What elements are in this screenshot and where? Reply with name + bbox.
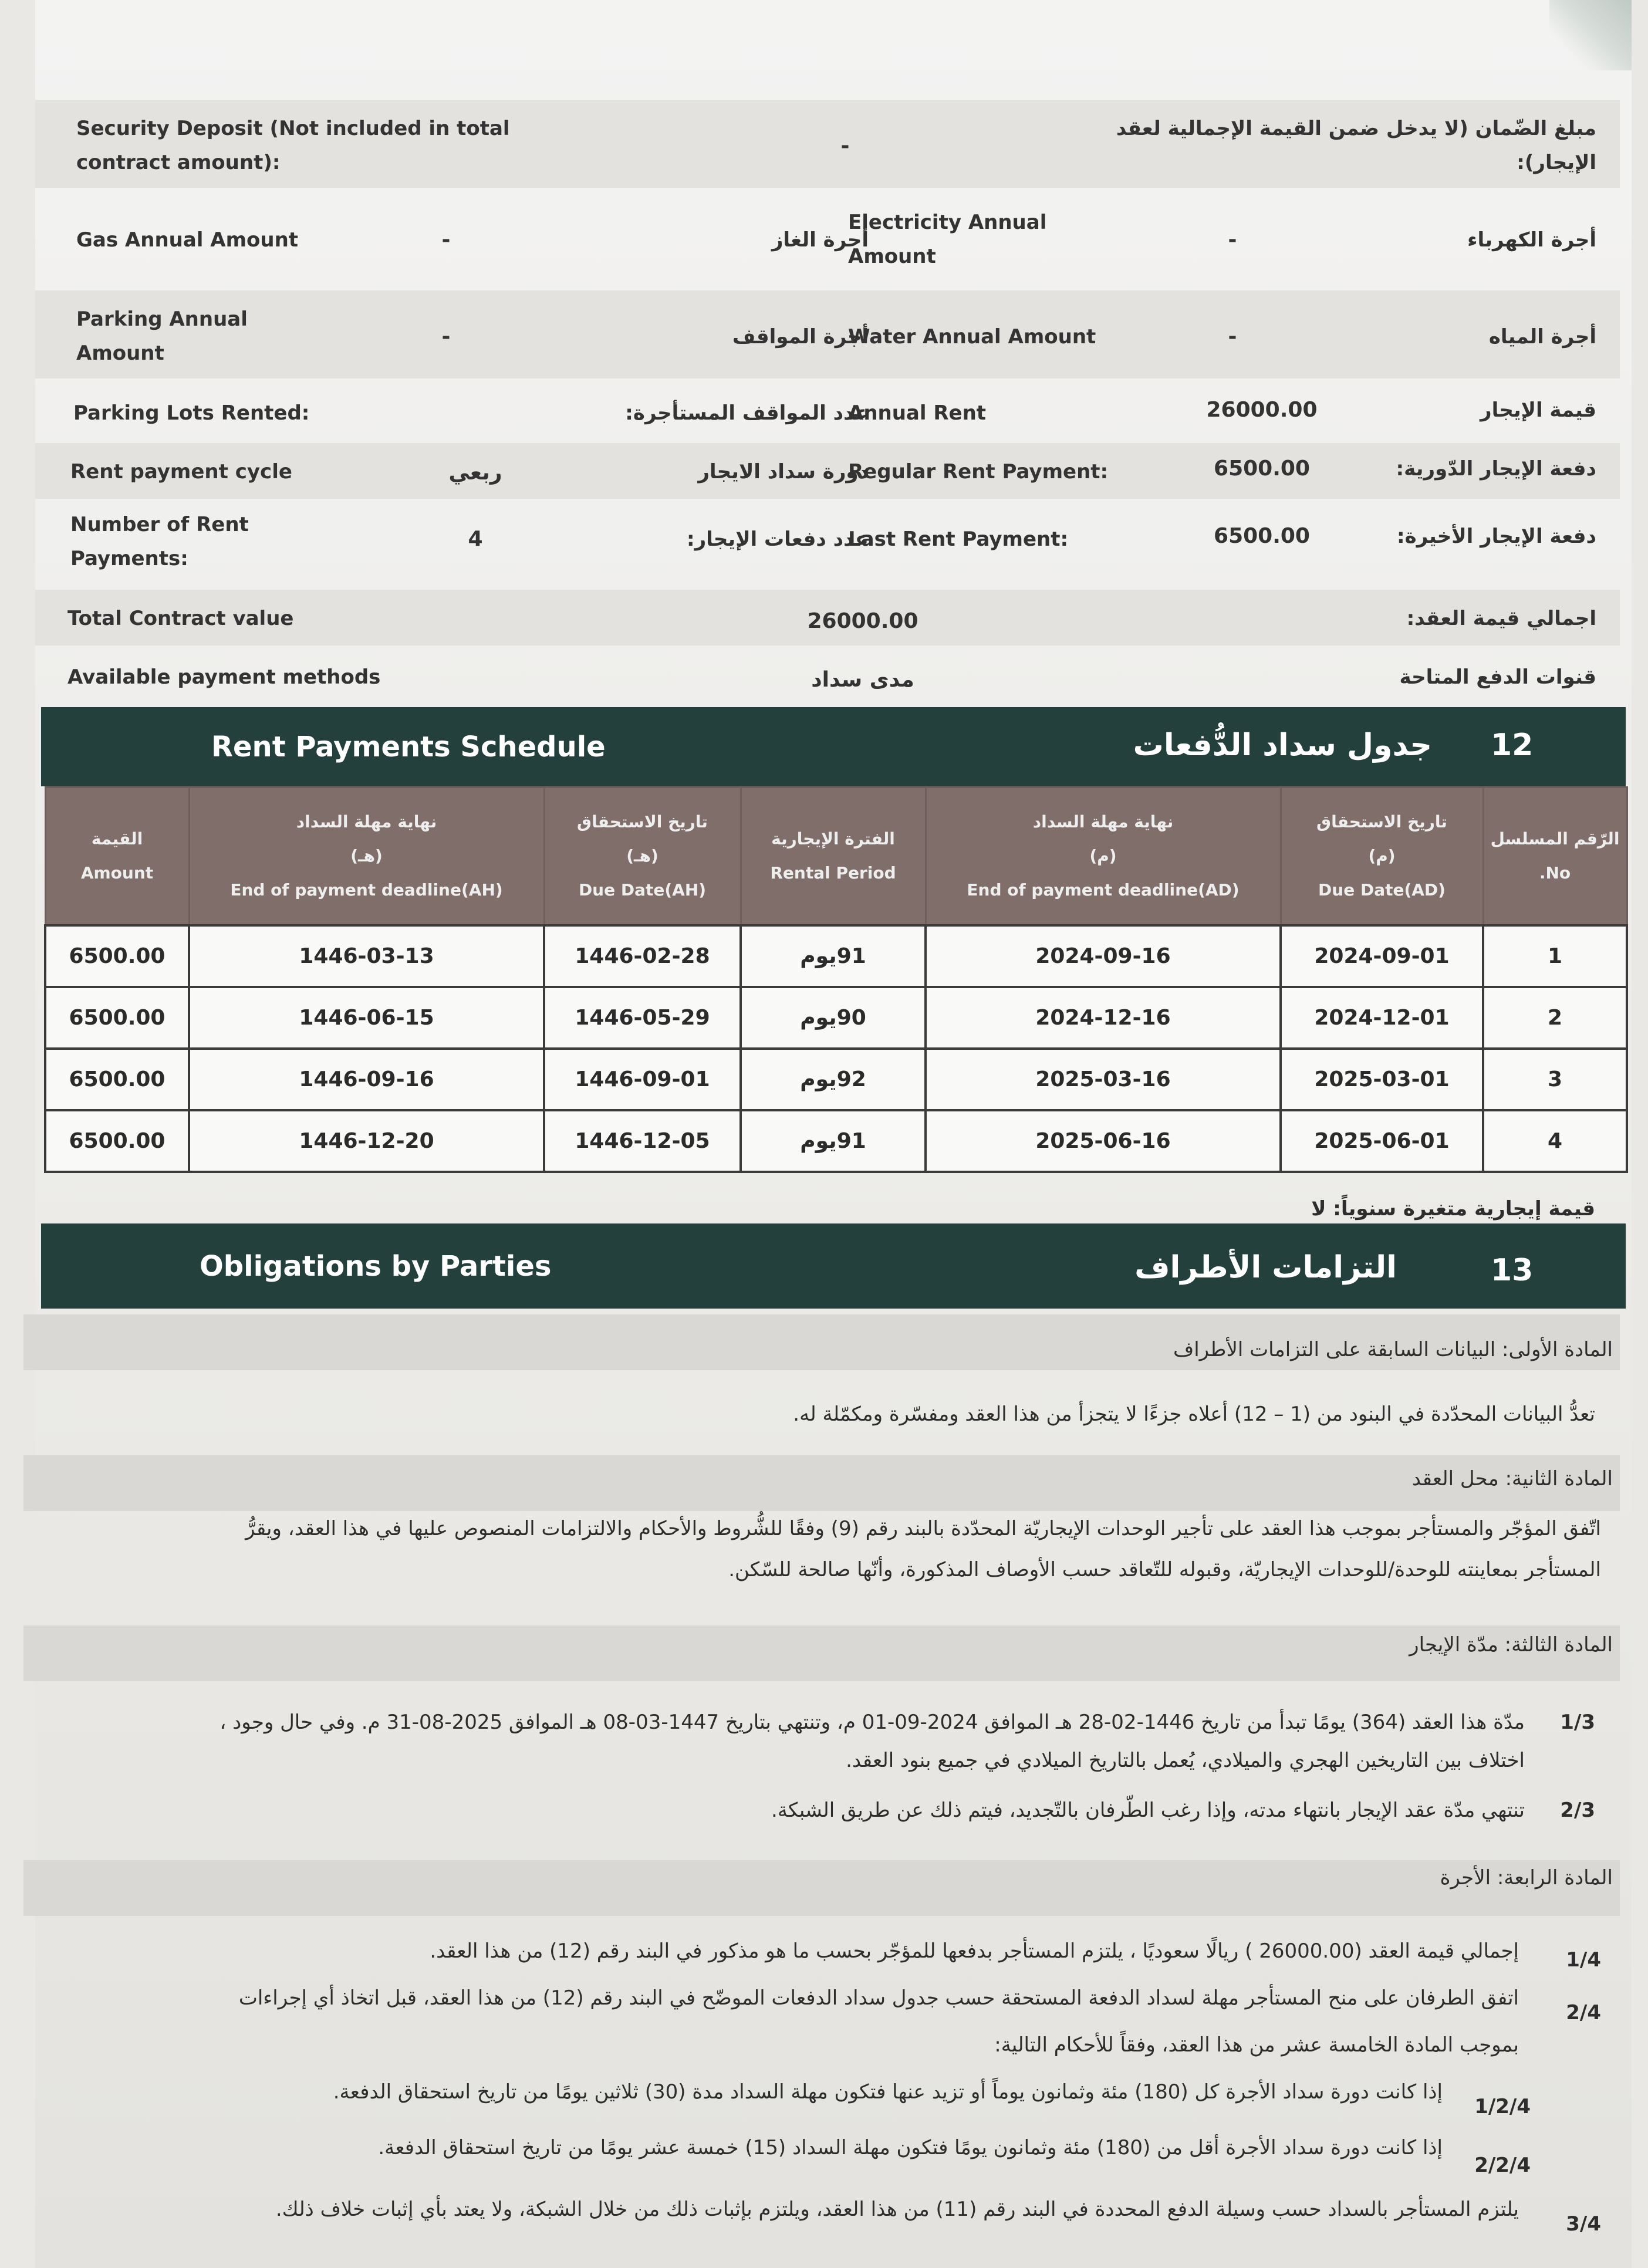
cell-amount: 6500.00 — [45, 925, 189, 987]
cell-period: 91يوم — [741, 1110, 926, 1172]
total-contract-value: 26000.00 — [807, 609, 918, 633]
rent-cycle-label: Rent payment cycle — [70, 460, 292, 484]
col-amount: القيمة Amount — [45, 787, 189, 925]
clause-2-3-number: 2/3 — [1560, 1799, 1595, 1822]
clause-1-3-line2: اختلاف بين التاريخين الهجري والميلادي، يُعمل بالتاريخ الميلادي في جميع بنود العقد. — [846, 1749, 1525, 1772]
schedule-title-en: Rent Payments Schedule — [211, 731, 606, 763]
table-row — [45, 925, 1627, 987]
row-total — [35, 590, 1620, 645]
last-payment-label-ar: دفعة الإيجار الأخيرة: — [1397, 525, 1596, 548]
row-num-payments-last — [35, 505, 1620, 581]
cell-amount: 6500.00 — [45, 1049, 189, 1110]
clause-2-3-text: تنتهي مدّة عقد الإيجار بانتهاء مدته، وإذا رغب الطّرفان بالتّجديد، فيتم ذلك عن طريق الشبكة. — [771, 1799, 1525, 1822]
cell-end-ah: 1446-06-15 — [189, 987, 544, 1049]
regular-payment-value: 6500.00 — [1214, 457, 1310, 481]
article-2-text-line2: المستأجر بمعاينته للوحدة/للوحدات الإيجاريّة، وقبوله للتّعاقد حسب الأوصاف المذكورة، وأنّها صالحة للسّكن. — [728, 1558, 1601, 1581]
cell-period: 92يوم — [741, 1049, 926, 1110]
variable-rent-note: قيمة إيجارية متغيرة سنوياً: لا — [1311, 1197, 1595, 1221]
water-label: Water Annual Amount — [848, 325, 1096, 349]
row-gas-electricity — [35, 200, 1620, 285]
obligations-title-ar: التزامات الأطراف — [1134, 1250, 1397, 1285]
cell-due-ad: 2025-06-01 — [1281, 1110, 1483, 1172]
clause-1-3-line1: مدّة هذا العقد (364) يومًا تبدأ من تاريخ 1446-02-28 هـ الموافق 2024-09-01 م، وتنتهي بتاريخ 1447-03-08 هـ الموافق 2025-08-31 م. وفي حال وجود ، — [219, 1711, 1525, 1734]
cell-period: 91يوم — [741, 925, 926, 987]
parking-lots-label: Parking Lots Rented: — [73, 401, 310, 425]
article-4-title: المادة الرابعة: الأجرة — [1440, 1866, 1613, 1890]
cell-end-ah: 1446-09-16 — [189, 1049, 544, 1110]
schedule-title-ar: جدول سداد الدُّفعات — [1133, 728, 1432, 763]
row-security-deposit — [35, 100, 1620, 188]
water-value: - — [1228, 325, 1237, 349]
last-payment-label: Last Rent Payment: — [848, 528, 1069, 551]
cell-no: 2 — [1483, 987, 1627, 1049]
col-no: الرّقم المسلسل .No — [1483, 787, 1627, 925]
num-payments-label-ar: عدد دفعات الإيجار: — [686, 528, 869, 551]
annual-rent-label: Annual Rent — [848, 401, 987, 425]
row-parking-water — [35, 290, 1620, 378]
electricity-value: - — [1228, 228, 1237, 252]
cell-no: 3 — [1483, 1049, 1627, 1110]
clause-3-4-text: يلتزم المستأجر بالسداد حسب وسيلة الدفع المحددة في البند رقم (11) من هذا العقد، ويلتزم بإثبات ذلك من خلال الشبكة، ولا يعتد بأي إثبات خلاف ذلك. — [275, 2198, 1519, 2221]
parking-lots-label-ar: عدد المواقف المستأجرة: — [625, 401, 869, 425]
cell-no: 4 — [1483, 1110, 1627, 1172]
col-period: الفترة الإيجارية Rental Period — [741, 787, 926, 925]
article-1-text: تعدُّ البيانات المحدّدة في البنود من (1 – 12) أعلاه جزءًا لا يتجزأ من هذا العقد ومفسّرة ومكمّلة له. — [793, 1402, 1595, 1426]
gas-value: - — [441, 228, 451, 252]
schedule-section-number: 12 — [1491, 728, 1534, 763]
clause-2-2-4-text: إذا كانت دورة سداد الأجرة أقل من (180) مئة وثمانون يومًا فتكون مهلة السداد (15) خمسة عشر يومًا من تاريخ استحقاق الدفعة. — [378, 2136, 1443, 2159]
table-row — [45, 1049, 1627, 1110]
rent-cycle-value: ربعي — [448, 461, 502, 485]
cell-end-ad: 2024-09-16 — [926, 925, 1281, 987]
payment-methods-value: مدى سداد — [811, 668, 914, 692]
clause-2-4-line1: اتفق الطرفان على منح المستأجر مهلة لسداد الدفعة المستحقة حسب جدول سداد الدفعات الموضّح في البند رقم (12) من هذا العقد، قبل اتخاذ أي إجراءات — [238, 1986, 1519, 2010]
annual-rent-label-ar: قيمة الإيجار — [1480, 398, 1596, 422]
cell-amount: 6500.00 — [45, 987, 189, 1049]
rent-cycle-label-ar: دورة سداد الايجار — [698, 460, 869, 484]
table-row — [45, 1110, 1627, 1172]
last-payment-value: 6500.00 — [1214, 524, 1310, 548]
row-payment-methods — [35, 648, 1620, 704]
article-1-title: المادة الأولى: البيانات السابقة على التزامات الأطراف — [1173, 1338, 1613, 1361]
clause-2-4-line2: بموجب المادة الخامسة عشر من هذا العقد، وفقاً للأحكام التالية: — [994, 2033, 1519, 2057]
page-corner-shadow — [1549, 0, 1632, 70]
annual-rent-value: 26000.00 — [1206, 398, 1318, 422]
clause-3-4-number: 3/4 — [1566, 2212, 1601, 2236]
cell-no: 1 — [1483, 925, 1627, 987]
clause-1-3-number: 1/3 — [1560, 1711, 1595, 1734]
cell-due-ah: 1446-05-29 — [544, 987, 741, 1049]
cell-due-ad: 2024-09-01 — [1281, 925, 1483, 987]
cell-due-ad: 2024-12-01 — [1281, 987, 1483, 1049]
total-contract-label: Total Contract value — [67, 607, 294, 630]
obligations-title-en: Obligations by Parties — [200, 1250, 552, 1283]
cell-end-ad: 2025-03-16 — [926, 1049, 1281, 1110]
clause-1-2-4-text: إذا كانت دورة سداد الأجرة كل (180) مئة وثمانون يوماً أو تزيد عنها فتكون مهلة السداد مدة (30) ثلاثين يومًا من تاريخ استحقاق الدفعة. — [333, 2080, 1443, 2104]
schedule-section-header — [41, 707, 1626, 786]
payment-methods-label: Available payment methods — [67, 665, 381, 689]
col-due-ah: تاريخ الاستحقاق (هـ) Due Date(AH) — [544, 787, 741, 925]
obligations-section-number: 13 — [1491, 1253, 1534, 1288]
col-end-ah: نهاية مهلة السداد (هـ) End of payment deadline(AH) — [189, 787, 544, 925]
rent-payments-table — [44, 786, 1628, 1173]
electricity-label-ar: أجرة الكهرباء — [1467, 228, 1596, 252]
num-payments-value: 4 — [468, 527, 483, 551]
parking-label: Parking Annual Amount — [76, 307, 248, 365]
cell-period: 90يوم — [741, 987, 926, 1049]
total-contract-label-ar: اجمالي قيمة العقد: — [1406, 607, 1596, 630]
article-2-text-line1: اتّفق المؤجّر والمستأجر بموجب هذا العقد على تأجير الوحدات الإيجاريّة المحدّدة بالبند رقم (9) وفقًا للشُّروط والأحكام والالتزامات المنصوص عليها في هذا العقد، ويقرُّ — [245, 1517, 1601, 1540]
cell-end-ad: 2024-12-16 — [926, 987, 1281, 1049]
cell-due-ah: 1446-12-05 — [544, 1110, 741, 1172]
col-due-ad: تاريخ الاستحقاق (م) Due Date(AD) — [1281, 787, 1483, 925]
water-label-ar: أجرة المياه — [1488, 325, 1596, 349]
clause-2-4-number: 2/4 — [1566, 2001, 1601, 2024]
row-parking-lots-annual-rent — [35, 387, 1620, 440]
num-payments-label: Number of Rent Payments: — [70, 513, 249, 570]
article-3-title: المادة الثالثة: مدّة الإيجار — [1409, 1633, 1613, 1657]
clause-1-4-text: إجمالي قيمة العقد (26000.00 ) ريالًا سعوديًا ، يلتزم المستأجر بدفعها للمؤجّر بحسب ما هو مذكور في البند رقم (12) من هذا العقد. — [430, 1939, 1519, 1963]
security-deposit-label-ar: مبلغ الضّمان (لا يدخل ضمن القيمة الإجمالية لعقد الإيجار): — [1116, 117, 1596, 174]
gas-label-ar: أجرة الغاز — [771, 228, 869, 252]
cell-end-ah: 1446-12-20 — [189, 1110, 544, 1172]
row-cycle-regular — [35, 443, 1620, 499]
table-row — [45, 987, 1627, 1049]
clause-1-4-number: 1/4 — [1566, 1948, 1601, 1972]
gas-label: Gas Annual Amount — [76, 228, 299, 252]
obligations-section-header — [41, 1223, 1626, 1309]
security-deposit-label: Security Deposit (Not included in total contract amount): — [76, 117, 510, 174]
cell-end-ad: 2025-06-16 — [926, 1110, 1281, 1172]
cell-due-ah: 1446-09-01 — [544, 1049, 741, 1110]
article-2-title: المادة الثانية: محل العقد — [1411, 1467, 1613, 1490]
regular-payment-label-ar: دفعة الإيجار الدّورية: — [1396, 457, 1596, 481]
clause-2-2-4-number: 2/2/4 — [1474, 2154, 1531, 2177]
clause-1-2-4-number: 1/2/4 — [1474, 2095, 1531, 2118]
cell-amount: 6500.00 — [45, 1110, 189, 1172]
cell-due-ah: 1446-02-28 — [544, 925, 741, 987]
payment-methods-label-ar: قنوات الدفع المتاحة — [1399, 665, 1596, 689]
electricity-label: Electricity Annual Amount — [848, 211, 1047, 268]
regular-payment-label: Regular Rent Payment: — [848, 460, 1109, 484]
col-end-ad: نهاية مهلة السداد (م) End of payment deadline(AD) — [926, 787, 1281, 925]
table-header-row — [45, 787, 1627, 925]
parking-label-ar: أجرة المواقف — [732, 325, 869, 349]
security-deposit-value: - — [840, 134, 850, 158]
cell-due-ad: 2025-03-01 — [1281, 1049, 1483, 1110]
parking-value: - — [441, 325, 451, 349]
cell-end-ah: 1446-03-13 — [189, 925, 544, 987]
